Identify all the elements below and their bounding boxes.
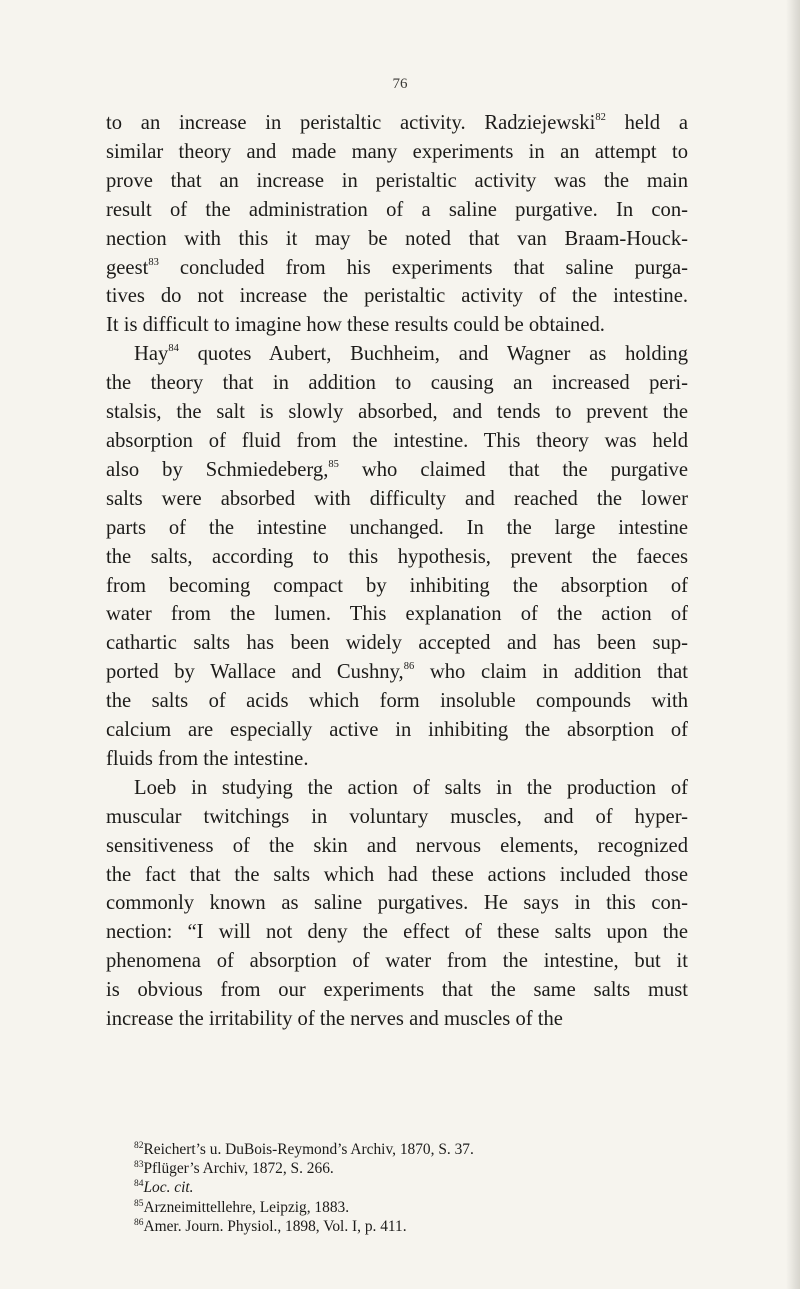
text-segment: fluids from the intestine. <box>106 747 309 770</box>
text-segment: tives do not increase the peristaltic activity of the intestine. <box>106 285 688 308</box>
text-segment: the theory that in addition to causing an increased peri- <box>106 372 688 395</box>
text-line <box>106 282 688 311</box>
text-line <box>106 225 688 254</box>
text-segment: nection: “I will not deny the effect of these salts upon the <box>106 921 688 944</box>
footnote-number: 86 <box>134 1217 144 1228</box>
text-segment: prove that an increase in peristaltic activity was the main <box>106 169 688 192</box>
footnote-number: 84 <box>134 1179 144 1190</box>
text-segment: the salts, according to this hypothesis, prevent the faeces <box>106 545 688 568</box>
text-line <box>106 889 688 918</box>
text-segment: salts were absorbed with difficulty and reached the lower <box>106 487 688 510</box>
text-segment: concluded from his experiments that saline purga- <box>158 256 688 279</box>
text-segment: the fact that the salts which had these actions included those <box>106 863 688 886</box>
text-line <box>106 340 688 369</box>
footnote-number: 82 <box>134 1141 144 1151</box>
text-segment: water from the lumen. This explanation of the action of <box>106 603 688 626</box>
text-line <box>106 369 688 398</box>
footnote-reference: 86 <box>403 661 415 673</box>
page-edge-shadow <box>786 0 800 1289</box>
footnote <box>106 1159 706 1178</box>
text-line <box>106 832 688 861</box>
text-line <box>106 861 688 890</box>
footnote-text: Reichert’s u. DuBois-Reymond’s Archiv, 1870, S. 37. <box>143 1141 474 1158</box>
text-line <box>106 427 688 456</box>
text-segment: from becoming compact by inhibiting the absorption of <box>106 574 688 597</box>
paragraph <box>106 340 688 774</box>
text-segment: ported by Wallace and Cushny, <box>106 661 404 684</box>
text-segment: Loeb in studying the action of salts in the production of <box>134 776 688 799</box>
paragraph <box>106 774 688 1034</box>
text-line <box>106 1005 688 1034</box>
text-segment: who claim in addition that <box>414 661 688 684</box>
text-segment: quotes Aubert, Buchheim, and Wagner as holding <box>178 343 688 366</box>
footnote-text: Loc. cit. <box>143 1179 194 1197</box>
text-segment: is obvious from our experiments that the same salts must <box>106 979 688 1002</box>
text-segment: muscular twitchings in voluntary muscles, and of hyper- <box>106 805 688 828</box>
text-segment: calcium are especially active in inhibiting the absorption of <box>106 719 688 742</box>
text-segment: It is difficult to imagine how these results could be obtained. <box>106 314 605 337</box>
page-number: 76 <box>392 76 408 92</box>
text-line <box>106 658 688 687</box>
footnote <box>106 1198 706 1217</box>
text-segment: commonly known as saline purgatives. He says in this con- <box>106 892 688 915</box>
text-segment: absorption of fluid from the intestine. This theory was held <box>106 429 688 452</box>
text-segment: held a <box>605 112 688 134</box>
text-segment: who claimed that the purgative <box>338 458 688 481</box>
footnote-reference: 84 <box>168 343 179 355</box>
text-segment: to an increase in peristaltic activity. Radziejewski <box>106 112 596 134</box>
text-line <box>106 167 688 196</box>
text-line <box>106 774 688 803</box>
text-segment: increase the irritability of the nerves and muscles of the <box>106 1008 563 1031</box>
footnote-text: Amer. Journ. Physiol., 1898, Vol. I, p. 411. <box>143 1217 407 1235</box>
text-line <box>106 456 688 485</box>
text-line <box>106 196 688 225</box>
text-line <box>106 745 688 774</box>
text-line <box>106 803 688 832</box>
footnote-text: Arzneimittellehre, Leipzig, 1883. <box>143 1198 350 1216</box>
text-line <box>106 311 688 340</box>
text-line <box>106 109 688 138</box>
text-segment: similar theory and made many experiments in an attempt to <box>106 140 688 163</box>
text-line <box>106 600 688 629</box>
text-segment: also by Schmiedeberg, <box>106 458 329 481</box>
text-line <box>106 947 688 976</box>
text-segment: nection with this it may be noted that van Braam-Houck- <box>106 227 688 250</box>
text-line <box>106 398 688 427</box>
text-line <box>106 543 688 572</box>
text-segment: Hay <box>134 343 169 366</box>
text-segment: stalsis, the salt is slowly absorbed, and tends to prevent the <box>106 401 688 424</box>
footnote-reference: 85 <box>328 458 339 470</box>
text-segment: parts of the intestine unchanged. In the large intestine <box>106 516 688 539</box>
text-line <box>106 716 688 745</box>
text-segment: cathartic salts has been widely accepted and has been sup- <box>106 632 688 655</box>
text-segment: the salts of acids which form insoluble compounds with <box>106 690 688 713</box>
footnote <box>106 1178 706 1197</box>
text-line <box>106 514 688 543</box>
text-line <box>106 629 688 658</box>
text-line <box>106 976 688 1005</box>
paragraph <box>106 109 688 340</box>
text-line <box>106 485 688 514</box>
text-line <box>106 918 688 947</box>
text-line <box>106 254 688 283</box>
footnote <box>106 1217 706 1236</box>
text-line <box>106 572 688 601</box>
footnote-text: Pflüger’s Archiv, 1872, S. 266. <box>143 1160 334 1178</box>
footnotes <box>106 1140 706 1236</box>
text-segment: phenomena of absorption of water from the intestine, but it <box>106 950 688 973</box>
footnote-number: 85 <box>134 1198 144 1209</box>
footnote-number: 83 <box>134 1160 144 1171</box>
body-text <box>106 109 688 1034</box>
footnote-reference: 82 <box>595 112 606 123</box>
footnote-reference: 83 <box>148 256 159 268</box>
text-segment: geest <box>106 256 149 279</box>
text-segment: sensitiveness of the skin and nervous elements, recognized <box>106 834 688 857</box>
text-line <box>106 687 688 716</box>
text-segment: result of the administration of a saline purgative. In con- <box>106 198 688 221</box>
footnote <box>106 1140 706 1159</box>
text-line <box>106 138 688 167</box>
